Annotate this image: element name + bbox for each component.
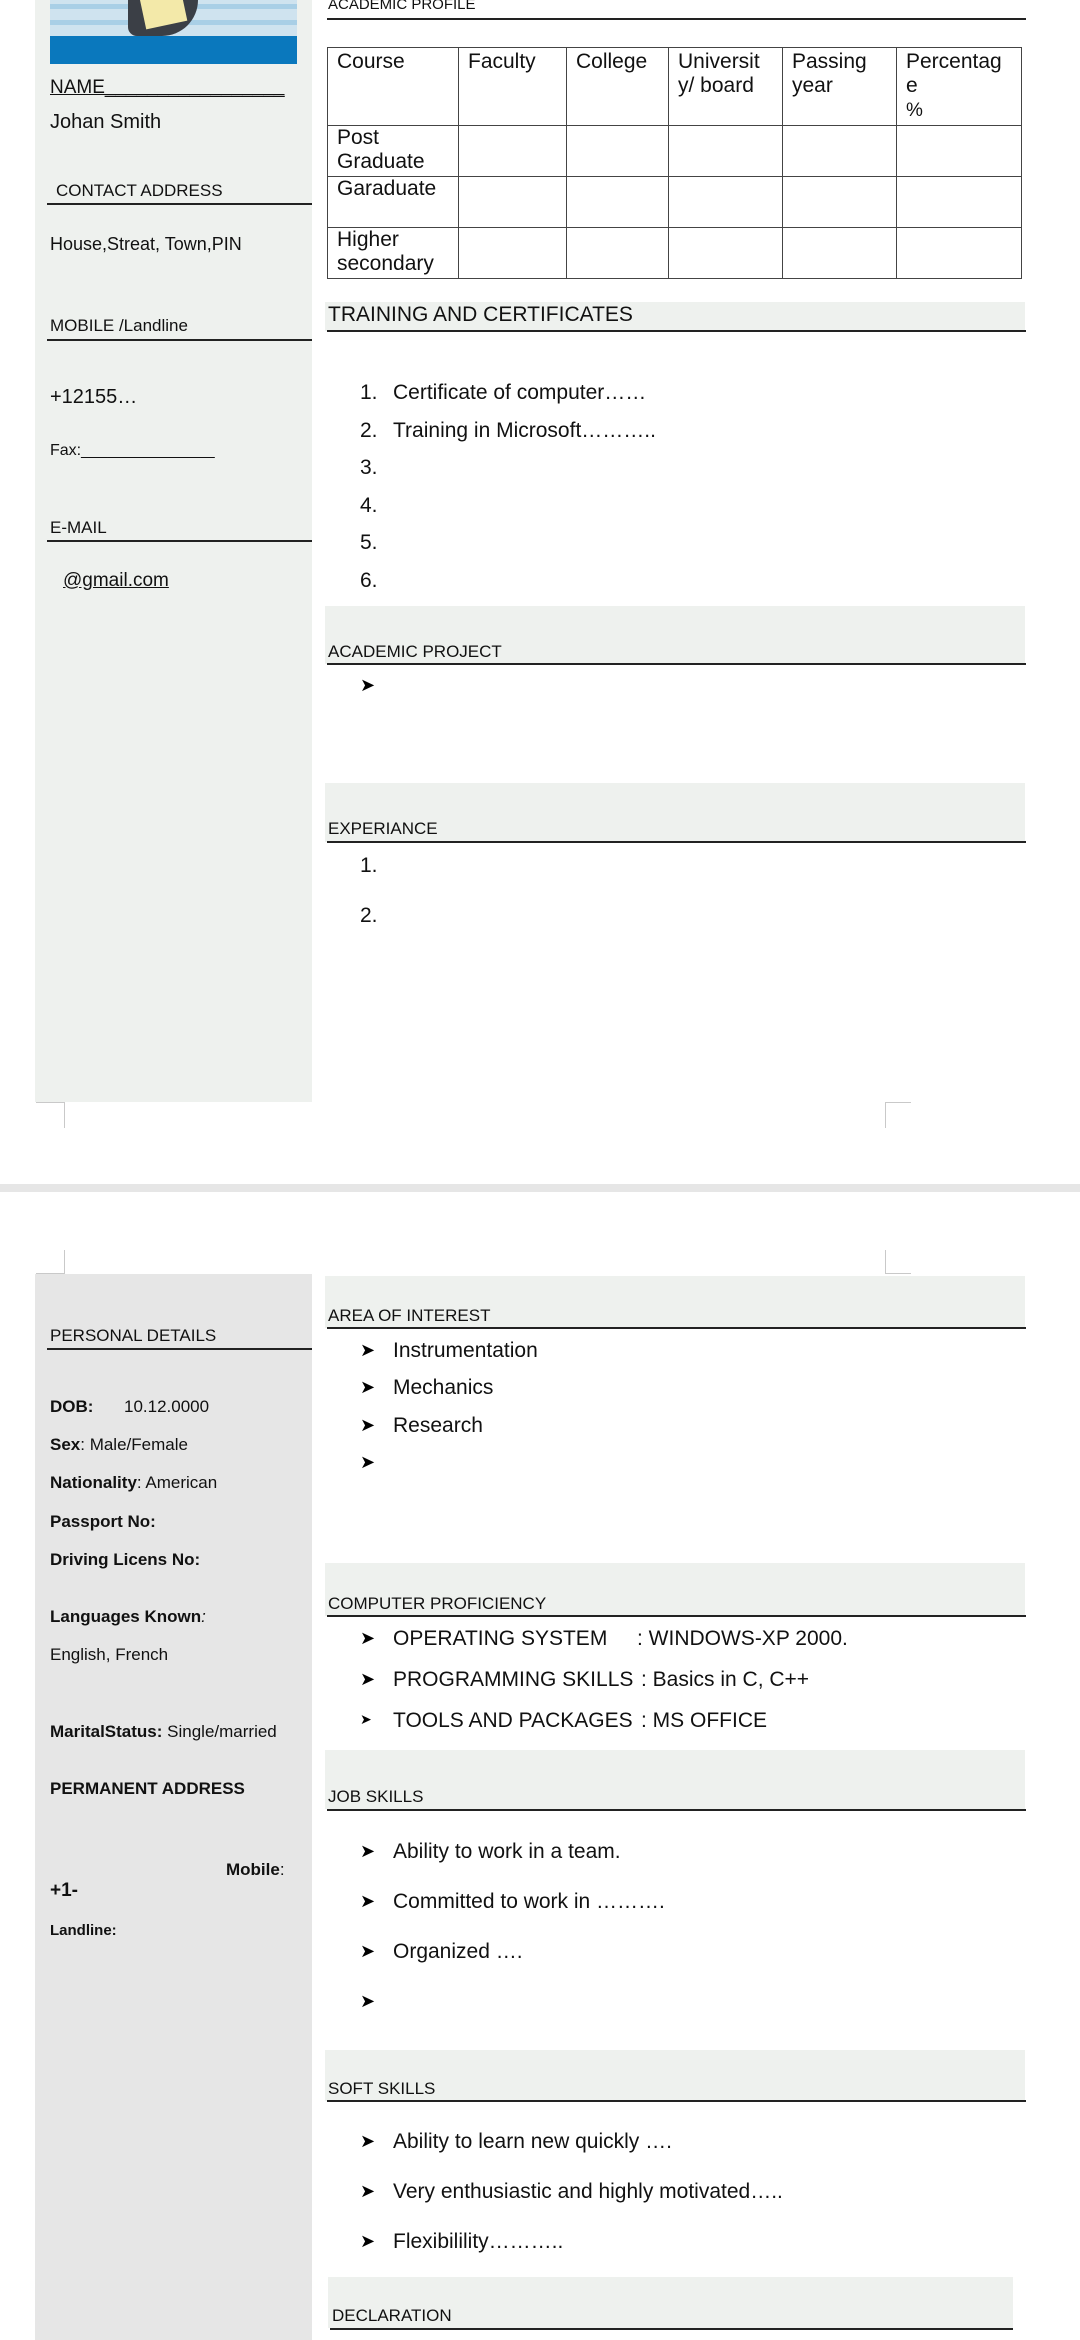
header-college: College [567, 48, 669, 126]
marital-value[interactable]: Single/married [162, 1722, 277, 1741]
experience-num-1: 1. [360, 854, 378, 877]
fax-label: Fax:_______________ [50, 442, 215, 459]
landline-label: Landline: [50, 1922, 117, 1939]
interest-item-2[interactable]: Mechanics [393, 1376, 494, 1399]
sidebar-panel [35, 0, 312, 1102]
header-percentage: Percentag e % [897, 48, 1022, 126]
training-num-2: 2. [360, 419, 378, 442]
project-rule [327, 663, 1026, 665]
mobile-label: MOBILE /Landline [50, 316, 188, 335]
training-num-4: 4. [360, 494, 378, 517]
mobile-label-2: Mobile [226, 1860, 280, 1879]
arrow-icon: ➤ [360, 1669, 376, 1689]
job-band [325, 1750, 1025, 1809]
training-num-5: 5. [360, 531, 378, 554]
email-label: E-MAIL [50, 518, 107, 537]
soft-skills-title: SOFT SKILLS [328, 2079, 436, 2098]
arrow-icon: ➤ [360, 1841, 376, 1861]
os-value[interactable]: : WINDOWS-XP 2000. [637, 1627, 848, 1650]
languages-value[interactable]: English, French [50, 1645, 169, 1664]
tools-value[interactable]: : MS OFFICE [641, 1709, 767, 1732]
training-num-3: 3. [360, 456, 378, 479]
contact-address-label: CONTACT ADDRESS [56, 181, 223, 200]
experience-num-2: 2. [360, 904, 378, 927]
contact-address-value[interactable]: House,Streat, Town,PIN [50, 234, 242, 254]
driving-license-label: Driving Licens No: [50, 1550, 201, 1569]
mobile-rule [47, 339, 312, 341]
training-rule [327, 330, 1026, 332]
academic-profile-title: ACADEMIC PROFILE [328, 0, 476, 13]
sidebar-panel-2 [35, 1274, 312, 2340]
table-header-row [328, 48, 1022, 126]
arrow-icon: ➤ [360, 1452, 376, 1472]
header-passing-year: Passing year [783, 48, 897, 126]
contact-rule [47, 203, 312, 205]
name-label: NAME_________________ [50, 77, 285, 98]
os-label: OPERATING SYSTEM [393, 1627, 608, 1650]
training-num-1: 1. [360, 381, 378, 404]
interest-item-1[interactable]: Instrumentation [393, 1339, 538, 1362]
profile-photo [50, 0, 297, 36]
declaration-rule [330, 2328, 1013, 2330]
arrow-icon: ➤ [360, 675, 376, 695]
personal-rule [47, 1348, 312, 1350]
academic-table [327, 47, 1022, 279]
soft-item-1[interactable]: Ability to learn new quickly …. [393, 2130, 672, 2153]
nationality-value[interactable]: : American [136, 1473, 218, 1492]
arrow-icon: ➤ [360, 1340, 376, 1360]
email-rule [47, 540, 312, 542]
photo-banner [50, 36, 297, 64]
languages-label: Languages Known [50, 1607, 202, 1626]
arrow-icon: ➤ [360, 1377, 376, 1397]
training-num-6: 6. [360, 569, 378, 592]
soft-item-2[interactable]: Very enthusiastic and highly motivated….. [393, 2180, 783, 2203]
crop-mark [885, 1250, 886, 1274]
header-university: Universit y/ board [669, 48, 783, 126]
job-item-1[interactable]: Ability to work in a team. [393, 1840, 621, 1863]
crop-mark [64, 1102, 65, 1128]
table-row [328, 177, 1022, 228]
sex-row [50, 1435, 188, 1455]
computer-rule [327, 1615, 1026, 1617]
mobile-value-2[interactable]: +1- [50, 1880, 78, 1901]
job-item-3[interactable]: Organized …. [393, 1940, 523, 1963]
dob-value[interactable]: 10.12.0000 [124, 1397, 210, 1416]
crop-mark [885, 1273, 911, 1274]
soft-item-3[interactable]: Flexibilility……….. [393, 2230, 564, 2253]
experience-rule [327, 841, 1026, 843]
crop-mark [64, 1250, 65, 1274]
row-post-graduate: Post Graduate [328, 126, 459, 177]
job-item-2[interactable]: Committed to work in ………. [393, 1890, 665, 1913]
marital-row [50, 1722, 277, 1742]
header-course: Course [328, 48, 459, 126]
table-row [328, 126, 1022, 177]
mobile-value[interactable]: +12155… [50, 386, 138, 408]
nationality-label: Nationality [50, 1473, 137, 1492]
interest-rule [327, 1327, 1026, 1329]
programming-value[interactable]: : Basics in C, C++ [641, 1668, 810, 1691]
arrow-icon: ➤ [360, 1415, 376, 1435]
email-value[interactable]: @gmail.com [63, 570, 169, 591]
arrow-icon: ➤ [360, 1711, 372, 1727]
mobile-row-2: Mobile: [226, 1860, 285, 1879]
languages-row: Languages Known: [50, 1607, 206, 1626]
training-item-2[interactable]: Training in Microsoft……….. [393, 419, 656, 442]
experience-title: EXPERIANCE [328, 819, 438, 838]
page-separator [0, 1184, 1080, 1192]
personal-details-title: PERSONAL DETAILS [50, 1326, 217, 1345]
arrow-icon: ➤ [360, 1891, 376, 1911]
arrow-icon: ➤ [360, 1991, 376, 2011]
sex-label: Sex [50, 1435, 81, 1454]
permanent-address-label: PERMANENT ADDRESS [50, 1779, 245, 1798]
training-title: TRAINING AND CERTIFICATES [328, 303, 633, 326]
crop-mark [885, 1102, 886, 1128]
interest-item-3[interactable]: Research [393, 1414, 483, 1437]
sex-value[interactable]: : Male/Female [80, 1435, 188, 1454]
crop-mark [885, 1102, 911, 1103]
training-item-1[interactable]: Certificate of computer…… [393, 381, 647, 404]
declaration-title: DECLARATION [332, 2306, 452, 2325]
programming-label: PROGRAMMING SKILLS [393, 1668, 634, 1691]
header-faculty: Faculty [459, 48, 567, 126]
computer-proficiency-title: COMPUTER PROFICIENCY [328, 1594, 547, 1613]
tools-label: TOOLS AND PACKAGES [393, 1709, 633, 1732]
area-of-interest-title: AREA OF INTEREST [328, 1306, 491, 1325]
job-rule [327, 1809, 1026, 1811]
crop-mark [36, 1102, 64, 1103]
row-graduate: Garaduate [328, 177, 459, 228]
table-row [328, 228, 1022, 279]
soft-rule [327, 2100, 1026, 2102]
arrow-icon: ➤ [360, 2231, 376, 2251]
passport-label: Passport No: [50, 1512, 156, 1531]
dob-label: DOB: [50, 1397, 94, 1416]
academic-rule [327, 18, 1026, 20]
arrow-icon: ➤ [360, 2181, 376, 2201]
arrow-icon: ➤ [360, 1941, 376, 1961]
nationality-row [50, 1473, 217, 1493]
arrow-icon: ➤ [360, 1628, 376, 1648]
marital-label: MaritalStatus: [50, 1722, 163, 1741]
job-skills-title: JOB SKILLS [328, 1787, 424, 1806]
arrow-icon: ➤ [360, 2131, 376, 2151]
row-higher-secondary: Higher secondary [328, 228, 459, 279]
academic-project-title: ACADEMIC PROJECT [328, 642, 502, 661]
name-value[interactable]: Johan Smith [50, 111, 162, 133]
